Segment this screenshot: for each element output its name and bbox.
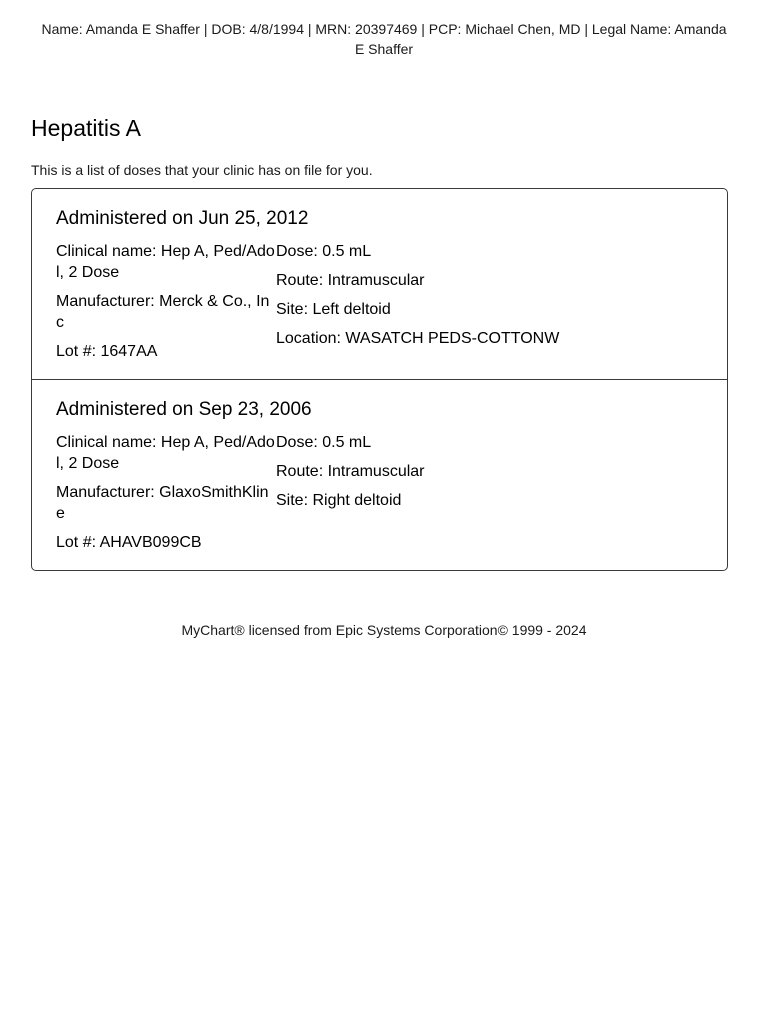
site: Site: Right deltoid: [276, 492, 402, 509]
manufacturer: Manufacturer: Merck & Co., Inc: [56, 293, 270, 331]
dose-amount: Dose: 0.5 mL: [276, 243, 372, 260]
dose-list: [31, 188, 728, 571]
dose-details: [56, 432, 703, 561]
footer-copyright: MyChart® licensed from Epic Systems Corporation© 1999 - 2024: [181, 622, 587, 638]
site: Site: Left deltoid: [276, 301, 391, 318]
route: Route: Intramuscular: [276, 463, 425, 480]
dose-title: Administered on Sep 23, 2006: [56, 399, 312, 420]
page-description: This is a list of doses that your clinic has on file for you.: [31, 162, 373, 178]
dose-card: [32, 189, 727, 379]
dose-details-left: [56, 241, 276, 370]
dose-amount: Dose: 0.5 mL: [276, 434, 372, 451]
lot-number: Lot #: 1647AA: [56, 343, 158, 360]
dose-title: Administered on Jun 25, 2012: [56, 208, 309, 229]
dose-details: [56, 241, 703, 370]
page-title: Hepatitis A: [31, 115, 141, 141]
patient-info-header: Name: Amanda E Shaffer | DOB: 4/8/1994 | MRN: 20397469 | PCP: Michael Chen, MD | Legal Name: Amanda E Shaffer: [41, 21, 727, 57]
dose-details-right: [276, 241, 703, 370]
location: Location: WASATCH PEDS-COTTONW: [276, 330, 560, 347]
clinical-name: Clinical name: Hep A, Ped/Adol, 2 Dose: [56, 434, 275, 472]
lot-number: Lot #: AHAVB099CB: [56, 534, 202, 551]
manufacturer: Manufacturer: GlaxoSmithKline: [56, 484, 269, 522]
dose-details-left: [56, 432, 276, 561]
clinical-name: Clinical name: Hep A, Ped/Adol, 2 Dose: [56, 243, 275, 281]
route: Route: Intramuscular: [276, 272, 425, 289]
dose-card: [32, 379, 727, 570]
dose-details-right: [276, 432, 703, 561]
